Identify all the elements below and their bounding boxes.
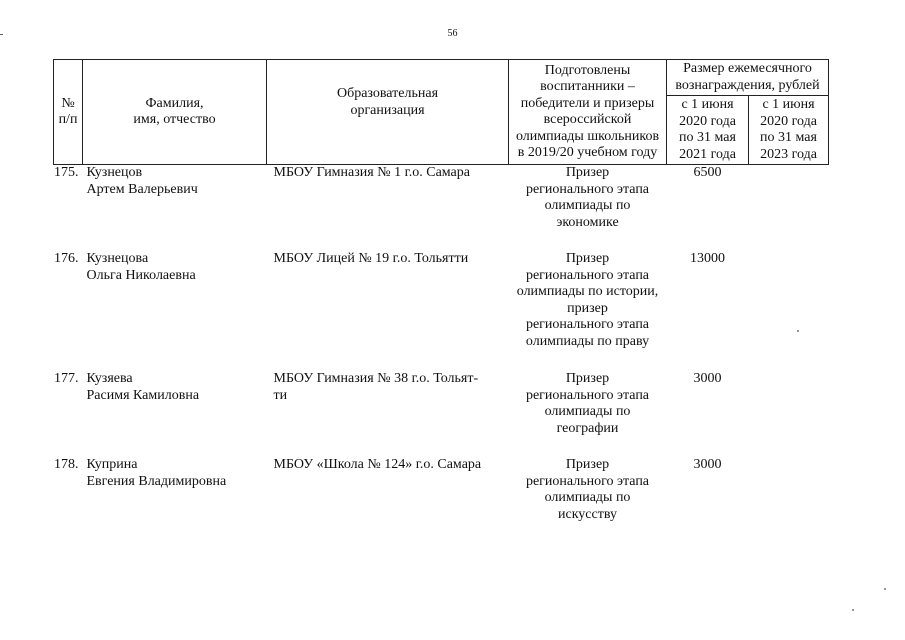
achievement: Призер регионального этапа олимпиады по географии	[525, 371, 650, 436]
organization: МБОУ Гимназия № 1 г.о. Самара	[273, 165, 470, 180]
reward-period-2	[749, 457, 829, 527]
scan-speck	[852, 609, 854, 611]
header-org: Образовательная организация	[267, 60, 509, 165]
header-reward-group: Размер ежемесячного вознаграждения, рублей	[667, 60, 829, 96]
reward-period-1: 13000	[690, 251, 725, 266]
table-row	[54, 165, 829, 252]
reward-period-1: 3000	[693, 457, 722, 472]
reward-period-1: 6500	[693, 165, 722, 180]
row-number: 178.	[54, 457, 79, 472]
organization: МБОУ «Школа № 124» г.о. Самара	[273, 457, 482, 472]
person-name: Кузнецова Ольга Николаевна	[86, 251, 196, 283]
reward-period-2	[749, 371, 829, 457]
achievement: Призер регионального этапа олимпиады по истории, призер регионального этапа олимпиады по праву	[516, 251, 659, 349]
table-body	[54, 165, 829, 528]
table-row	[54, 251, 829, 371]
reward-period-1: 3000	[693, 371, 722, 386]
row-number: 175.	[54, 165, 79, 180]
person-name: Кузнецов Артем Валерьевич	[86, 165, 198, 197]
person-name: Кузяева Расимя Камиловна	[86, 371, 200, 403]
row-number: 176.	[54, 251, 79, 266]
awards-table	[53, 59, 829, 527]
achievement: Призер регионального этапа олимпиады по экономике	[525, 165, 650, 230]
header-num: № п/п	[54, 60, 83, 165]
table-header	[54, 60, 829, 165]
organization: МБОУ Гимназия № 38 г.о. Тольят- ти	[273, 371, 479, 403]
header-reward-period-1: с 1 июня 2020 года по 31 мая 2021 года	[667, 96, 749, 165]
header-reward-period-2: с 1 июня 2020 года по 31 мая 2023 года	[749, 96, 829, 165]
header-achievement: Подготовлены воспитанники – победители и призеры всероссийской олимпиады школьников в 2019/20 учебном году	[509, 60, 667, 165]
header-name: Фамилия, имя, отчество	[83, 60, 267, 165]
scan-speck	[884, 588, 886, 590]
person-name: Куприна Евгения Владимировна	[86, 457, 227, 489]
page-number: 56	[447, 28, 458, 39]
achievement: Призер регионального этапа олимпиады по искусству	[525, 457, 650, 522]
organization: МБОУ Лицей № 19 г.о. Тольятти	[273, 251, 469, 266]
row-number: 177.	[54, 371, 79, 386]
reward-period-2	[749, 165, 829, 252]
table-row	[54, 371, 829, 457]
table-row	[54, 457, 829, 527]
reward-period-2	[749, 251, 829, 371]
